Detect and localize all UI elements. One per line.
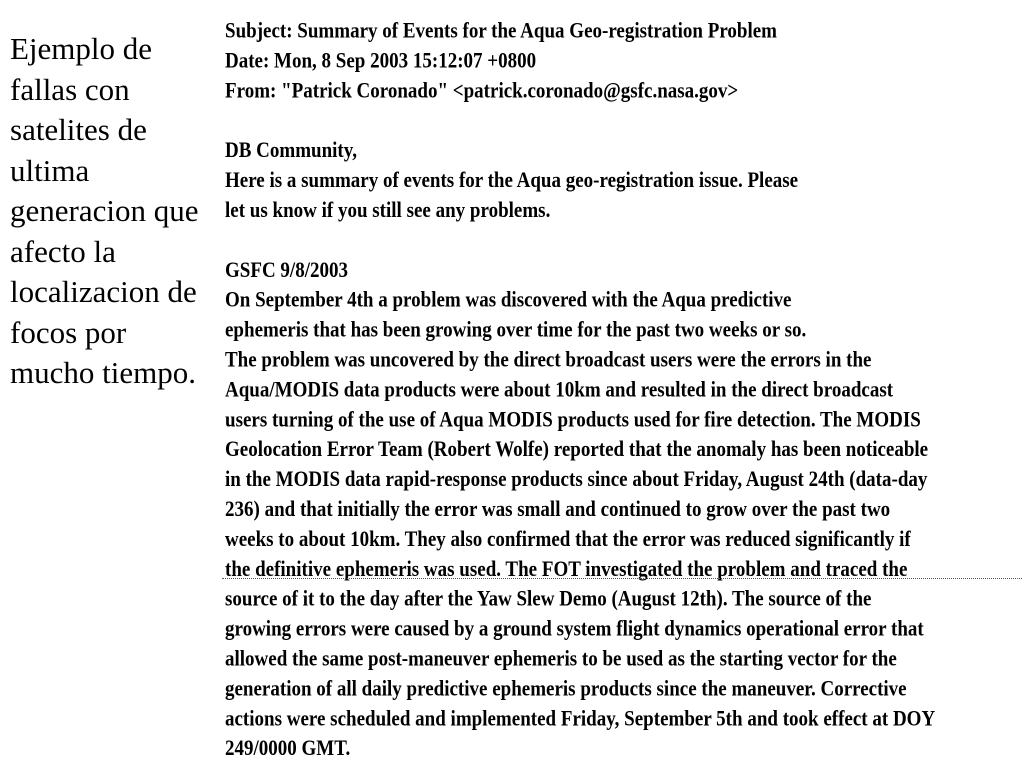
email-greeting: DB Community, xyxy=(225,138,357,163)
email-body-line: Geolocation Error Team (Robert Wolfe) reported that the anomaly has been noticeable xyxy=(225,437,929,462)
email-body-line: growing errors were caused by a ground system flight dynamics operational error that xyxy=(225,617,924,642)
caption-line: fallas con xyxy=(10,71,130,107)
slide-caption xyxy=(10,29,225,394)
email-section-title: GSFC 9/8/2003 xyxy=(225,258,348,283)
blank-line xyxy=(225,107,1020,137)
email-body-line: users turning of the use of Aqua MODIS products used for fire detection. The MODIS xyxy=(225,407,921,433)
dotted-divider xyxy=(222,578,1022,579)
blank-line xyxy=(225,226,1020,256)
email-body-line: 236) and that initially the error was small and continued to grow over the past two xyxy=(225,497,891,522)
caption-line: Ejemplo de xyxy=(10,31,153,66)
cropped-top-line xyxy=(225,0,1020,17)
email-body-line: ephemeris that has been growing over time for the past two weeks or so. xyxy=(225,318,807,343)
email-excerpt xyxy=(225,0,1020,764)
email-intro-line: let us know if you still see any problems. xyxy=(225,198,551,223)
email-body-line: On September 4th a problem was discovered with the Aqua predictive xyxy=(225,288,792,313)
email-body-line: source of it to the day after the Yaw Slew Demo (August 12th). The source of the xyxy=(225,587,872,612)
email-body-line: the definitive ephemeris was used. The FOT investigated the problem and traced the xyxy=(225,557,908,582)
caption-line: ultima xyxy=(10,152,90,188)
email-body-line: allowed the same post-maneuver ephemeris to be used as the starting vector for the xyxy=(225,647,897,672)
email-date: Date: Mon, 8 Sep 2003 15:12:07 +0800 xyxy=(225,49,537,74)
caption-line: focos por xyxy=(10,314,127,350)
email-body-line: weeks to about 10km. They also confirmed that the error was reduced significantly if xyxy=(225,527,911,552)
email-body-line: The problem was uncovered by the direct broadcast users were the errors in the xyxy=(225,348,872,373)
email-from: From: "Patrick Coronado" <patrick.coronado@gsfc.nasa.gov> xyxy=(225,79,739,104)
caption-line: generacion que xyxy=(10,193,199,228)
email-body-line: generation of all daily predictive ephemeris products since the maneuver. Corrective xyxy=(225,677,907,702)
email-body-line: Aqua/MODIS data products were about 10km and resulted in the direct broadcast xyxy=(225,378,894,403)
caption-line: satelites de xyxy=(10,112,147,147)
email-subject: Subject: Summary of Events for the Aqua Geo-registration Problem xyxy=(225,19,778,44)
email-intro-line: Here is a summary of events for the Aqua geo-registration issue. Please xyxy=(225,168,799,193)
email-body-line: 249/0000 GMT. xyxy=(225,736,351,761)
caption-line: mucho tiempo. xyxy=(10,355,196,390)
email-body-line: in the MODIS data rapid-response products since about Friday, August 24th (data-day xyxy=(225,467,928,492)
caption-line: localizacion de xyxy=(10,274,197,309)
email-body-line: actions were scheduled and implemented Friday, September 5th and took effect at DOY xyxy=(225,706,936,732)
caption-line: afecto la xyxy=(10,233,116,269)
